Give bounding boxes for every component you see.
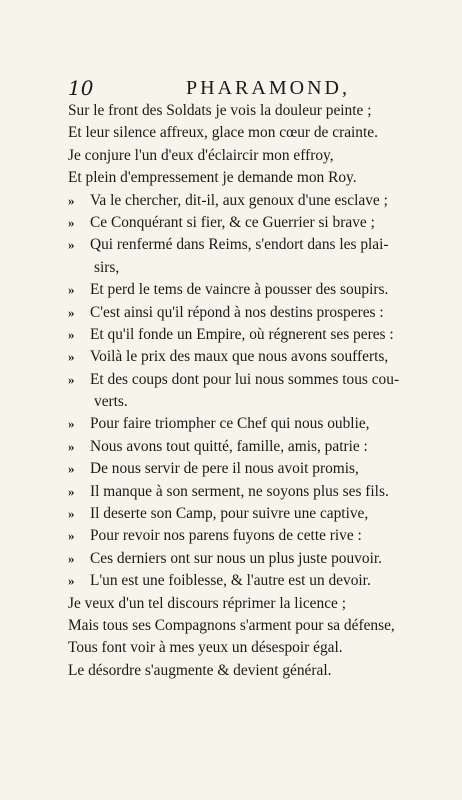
- verse-line: [68, 548, 438, 570]
- page-header: [68, 76, 428, 100]
- verse-line-text: De nous servir de pere il nous avoit promis,: [90, 460, 359, 478]
- verse-line-text: Mais tous ses Compagnons s'arment pour sa défense,: [68, 616, 395, 634]
- quotation-mark: »: [68, 214, 74, 230]
- quotation-mark: »: [68, 528, 74, 544]
- verse-line-text: Je conjure l'un d'eux d'éclaircir mon effroy,: [68, 146, 334, 164]
- quotation-mark: »: [68, 349, 74, 365]
- verse-line-text: Voilà le prix des maux que nous avons soufferts,: [90, 348, 389, 366]
- quotation-mark: »: [68, 326, 74, 342]
- verse-line: [68, 593, 438, 615]
- verse-line: [68, 369, 438, 391]
- verse-line-text: Ce Conquérant si fier, & ce Guerrier si brave ;: [90, 213, 375, 231]
- quotation-mark: »: [68, 461, 74, 477]
- verse-line: [68, 503, 438, 525]
- verse-line-text: Et plein d'empressement je demande mon Roy.: [68, 169, 357, 187]
- verse-line: [68, 391, 438, 413]
- quotation-mark: »: [68, 438, 74, 454]
- verse-line: [68, 100, 438, 122]
- verse-line-text: Sur le front des Soldats je vois la douleur peinte ;: [68, 102, 372, 119]
- quotation-mark: »: [68, 237, 74, 253]
- verse-line: [68, 413, 438, 435]
- verse-line-text: sirs,: [94, 258, 120, 276]
- verse-line: [68, 145, 438, 167]
- verse-line: [68, 481, 438, 503]
- verse-line-text: Qui renfermé dans Reims, s'endort dans les plai-: [90, 236, 389, 254]
- verse-line-text: Et des coups dont pour lui nous sommes tous cou-: [90, 370, 400, 388]
- quotation-mark: »: [68, 573, 74, 589]
- quotation-mark: »: [68, 416, 74, 432]
- verse-line: [68, 436, 438, 458]
- verse-line-text: Va le chercher, dit-il, aux genoux d'une esclave ;: [90, 191, 388, 209]
- page-number: 10: [68, 76, 94, 100]
- verse-line-text: Tous font voir à mes yeux un désespoir égal.: [68, 639, 343, 657]
- verse-line: [68, 525, 438, 547]
- verse-line-text: Il manque à son serment, ne soyons plus ses fils.: [90, 482, 389, 500]
- verse-line: [68, 279, 438, 301]
- quotation-mark: »: [68, 483, 74, 499]
- verse-line: [68, 660, 438, 682]
- quotation-mark: »: [68, 506, 74, 522]
- verse-line-text: Et qu'il fonde un Empire, où régnerent ses peres :: [90, 325, 394, 343]
- quotation-mark: »: [68, 371, 74, 387]
- verse-block: [68, 100, 438, 682]
- verse-line-text: Et perd le tems de vaincre à pousser des soupirs.: [90, 281, 389, 299]
- verse-line: [68, 615, 438, 637]
- quotation-mark: »: [68, 282, 74, 298]
- verse-line-text: Et leur silence affreux, glace mon cœur de crainte.: [68, 124, 378, 142]
- verse-line: [68, 257, 438, 279]
- verse-line: [68, 346, 438, 368]
- verse-line-text: Pour revoir nos parens fuyons de cette rive :: [90, 527, 362, 545]
- quotation-mark: »: [68, 192, 74, 208]
- verse-line: [68, 570, 438, 592]
- verse-line: [68, 458, 438, 480]
- verse-line-text: Pour faire triompher ce Chef qui nous oublie,: [90, 415, 370, 433]
- verse-line: [68, 637, 438, 659]
- verse-line-text: Je veux d'un tel discours réprimer la licence ;: [68, 594, 346, 612]
- verse-line-text: L'un est une foiblesse, & l'autre est un devoir.: [90, 572, 371, 590]
- verse-line-text: C'est ainsi qu'il répond à nos destins prosperes :: [90, 303, 384, 321]
- verse-line: [68, 122, 438, 144]
- verse-line: [68, 302, 438, 324]
- verse-line-text: verts.: [94, 393, 128, 411]
- verse-line: [68, 167, 438, 189]
- verse-line: [68, 234, 438, 256]
- running-title: PHARAMOND,: [186, 77, 350, 99]
- quotation-mark: »: [68, 304, 74, 320]
- quotation-mark: »: [68, 550, 74, 566]
- verse-line-text: Il deserte son Camp, pour suivre une captive,: [90, 505, 369, 523]
- verse-line: [68, 324, 438, 346]
- verse-line-text: Nous avons tout quitté, famille, amis, patrie :: [90, 437, 368, 455]
- verse-line-text: Le désordre s'augmente & devient général.: [68, 661, 332, 679]
- verse-line: [68, 190, 438, 212]
- verse-line: [68, 212, 438, 234]
- verse-line-text: Ces derniers ont sur nous un plus juste pouvoir.: [90, 549, 382, 567]
